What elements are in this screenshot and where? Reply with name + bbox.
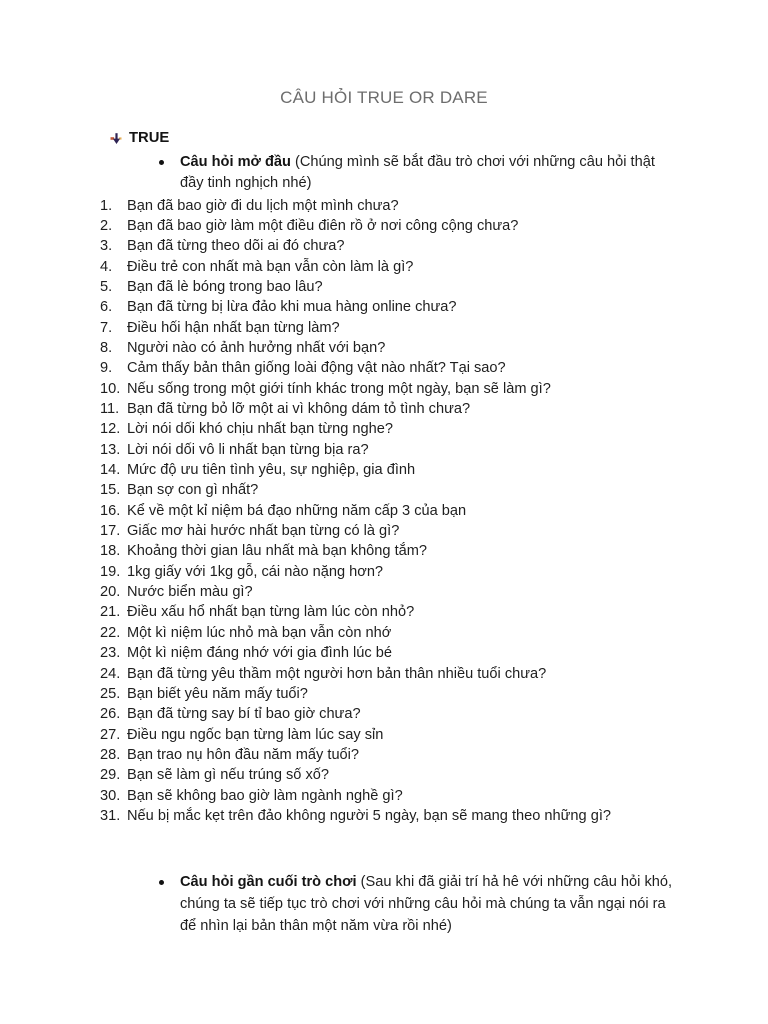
closing-bullet-label: Câu hỏi gần cuối trò chơi [180, 874, 357, 891]
question-number: 3. [100, 238, 113, 255]
question-number: 4. [100, 258, 113, 275]
question-text: Bạn đã từng bỏ lỡ một ai vì không dám tỏ tình chưa? [127, 401, 471, 418]
question-text: Khoảng thời gian lâu nhất mà bạn không tắm? [127, 543, 428, 560]
question-number: 10. [100, 380, 121, 397]
true-section-label: TRUE [129, 130, 170, 146]
question-item [100, 216, 768, 236]
question-item [100, 684, 768, 704]
question-number: 25. [100, 685, 121, 702]
closing-bullet-paragraph [180, 872, 677, 937]
question-text: Người nào có ảnh hưởng nhất với bạn? [127, 340, 386, 356]
question-item [100, 196, 768, 216]
question-number: 29. [100, 767, 121, 784]
question-text: Lời nói dối vô li nhất bạn từng bịa ra? [127, 441, 369, 458]
question-item [100, 480, 768, 500]
question-item [100, 257, 768, 277]
question-item [100, 460, 768, 480]
question-text: Bạn đã từng say bí tỉ bao giờ chưa? [127, 706, 361, 723]
question-number: 6. [100, 299, 113, 316]
question-number: 20. [100, 584, 121, 601]
question-number: 1. [100, 197, 113, 214]
question-item [100, 338, 768, 358]
question-number: 28. [100, 746, 121, 763]
question-text: Bạn trao nụ hôn đầu năm mấy tuổi? [127, 746, 360, 763]
question-text: Lời nói dối khó chịu nhất bạn từng nghe? [127, 421, 394, 438]
question-item [100, 765, 768, 785]
intro-bullet-label: Câu hỏi mở đầu [180, 154, 291, 170]
question-item [100, 541, 768, 561]
question-item [100, 623, 768, 643]
question-text: Bạn biết yêu năm mấy tuổi? [127, 685, 308, 702]
question-number: 11. [100, 401, 120, 418]
down-arrow-marker-icon [110, 132, 123, 145]
question-number: 5. [100, 278, 113, 295]
question-text: Nếu bị mắc kẹt trên đảo không người 5 ngày, bạn sẽ mang theo những gì? [127, 807, 611, 824]
question-item [100, 419, 768, 439]
question-number: 21. [100, 604, 121, 621]
question-item [100, 379, 768, 399]
question-text: Bạn đã từng yêu thầm một người hơn bản thân nhiều tuổi chưa? [127, 665, 547, 682]
question-item [100, 399, 768, 419]
question-text: Mức độ ưu tiên tình yêu, sự nghiệp, gia đình [127, 462, 416, 479]
closing-bullet-description: (Sau khi đã giải trí hả hê với những câu hỏi khó, chúng ta sẽ tiếp tục trò chơi với những câu hỏi mà chúng ta vẫn ngại nói ra để nhìn lại bản thân một năm vừa rồi nhé) [180, 874, 673, 934]
question-text: Điều xấu hổ nhất bạn từng làm lúc còn nhỏ? [127, 604, 415, 621]
question-text: Bạn sẽ không bao giờ làm ngành nghề gì? [127, 787, 403, 804]
question-text: Nếu sống trong một giới tính khác trong một ngày, bạn sẽ làm gì? [127, 380, 551, 397]
question-number: 27. [100, 726, 121, 743]
question-text: Cảm thấy bản thân giống loài động vật nào nhất? Tại sao? [127, 360, 506, 377]
true-section-heading [110, 128, 768, 148]
question-number: 16. [100, 502, 121, 519]
question-text: Bạn đã bao giờ đi du lịch một mình chưa? [127, 197, 399, 214]
question-number: 30. [100, 787, 121, 804]
question-item [100, 786, 768, 806]
question-item [100, 725, 768, 745]
question-text: Giấc mơ hài hước nhất bạn từng có là gì? [127, 523, 400, 540]
question-item [100, 501, 768, 521]
bullet-icon [159, 880, 164, 885]
question-text: Điều trẻ con nhất mà bạn vẫn còn làm là gì? [127, 258, 414, 275]
question-number: 9. [100, 360, 113, 377]
question-number: 8. [100, 340, 113, 356]
question-number: 24. [100, 665, 121, 682]
question-item [100, 806, 768, 826]
closing-section [0, 872, 768, 937]
question-item [100, 236, 768, 256]
question-number: 19. [100, 563, 121, 580]
question-text: Bạn sợ con gì nhất? [127, 482, 259, 499]
question-item [100, 664, 768, 684]
question-text: 1kg giấy với 1kg gỗ, cái nào nặng hơn? [127, 563, 384, 580]
question-item [100, 521, 768, 541]
question-text: Kể về một kỉ niệm bá đạo những năm cấp 3 của bạn [127, 502, 467, 519]
question-number: 2. [100, 217, 113, 234]
question-item [100, 704, 768, 724]
question-number: 23. [100, 645, 121, 662]
question-item [100, 562, 768, 582]
question-text: Một kì niệm đáng nhớ với gia đình lúc bé [127, 645, 392, 662]
question-item [100, 297, 768, 317]
question-number: 22. [100, 624, 121, 641]
question-number: 26. [100, 706, 121, 723]
question-text: Bạn đã từng theo dõi ai đó chưa? [127, 238, 345, 255]
question-text: Điều ngu ngốc bạn từng làm lúc say sỉn [127, 726, 384, 743]
question-text: Điều hối hận nhất bạn từng làm? [127, 319, 340, 336]
question-text: Bạn đã từng bị lừa đảo khi mua hàng online chưa? [127, 299, 457, 316]
question-item [100, 358, 768, 378]
question-list [0, 196, 768, 827]
question-item [100, 440, 768, 460]
question-item [100, 643, 768, 663]
question-number: 31. [100, 807, 121, 824]
question-item [100, 602, 768, 622]
question-text: Bạn đã lè bóng trong bao lâu? [127, 278, 323, 295]
question-text: Bạn sẽ làm gì nếu trúng số xố? [127, 767, 330, 784]
question-number: 7. [100, 319, 113, 336]
question-text: Bạn đã bao giờ làm một điều điên rồ ở nơi công cộng chưa? [127, 217, 519, 234]
question-number: 18. [100, 543, 121, 560]
question-text: Một kì niệm lúc nhỏ mà bạn vẫn còn nhớ [127, 624, 392, 641]
intro-bullet-description: (Chúng mình sẽ bắt đầu trò chơi với những câu hỏi thật đầy tinh nghịch nhé) [180, 154, 655, 191]
bullet-icon [159, 160, 164, 165]
question-number: 14. [100, 462, 121, 479]
question-item [100, 582, 768, 602]
question-text: Nước biển màu gì? [127, 584, 253, 601]
question-item [100, 277, 768, 297]
question-item [100, 318, 768, 338]
question-number: 13. [100, 441, 121, 458]
page-title: CÂU HỎI TRUE OR DARE [280, 88, 488, 107]
question-item [100, 745, 768, 765]
intro-bullet-paragraph [180, 152, 677, 194]
question-number: 12. [100, 421, 121, 438]
question-number: 15. [100, 482, 121, 499]
question-number: 17. [100, 523, 121, 540]
